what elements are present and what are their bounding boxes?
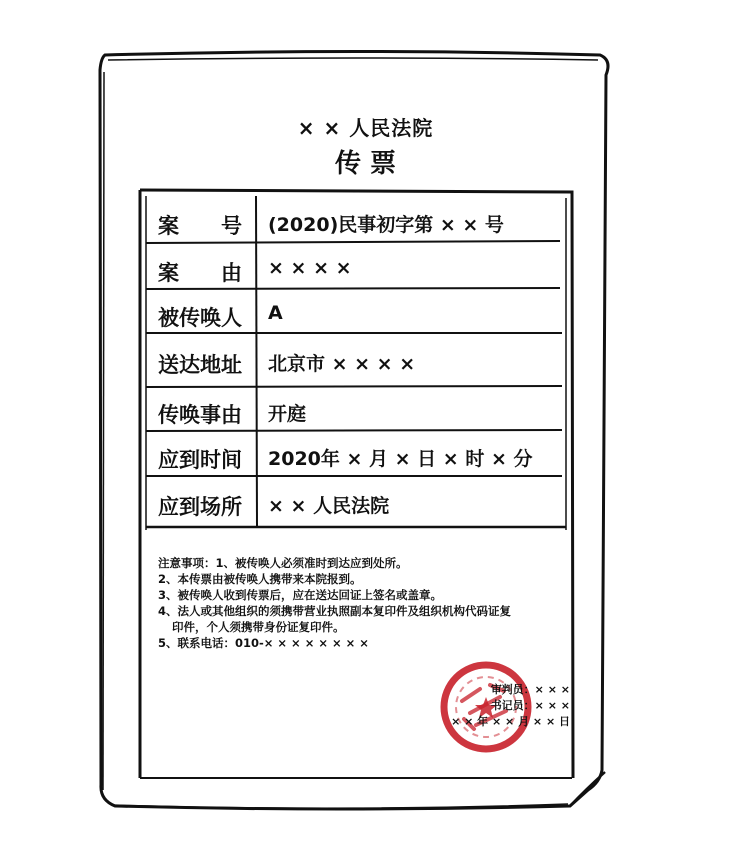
notice-line: 5、联系电话：010-× × × × × × × × — [158, 636, 369, 650]
notice-line: 2、本传票由被传唤人携带来本院报到。 — [158, 572, 362, 586]
clerk-line: 书记员：× × × — [490, 699, 570, 712]
time-value: 2020年 × 月 × 日 × 时 × 分 — [268, 448, 533, 470]
field-row-cause — [150, 249, 560, 293]
field-row-time — [150, 436, 560, 480]
summoned-person-label: 被传唤人 — [158, 306, 242, 330]
place-label: 应到场所 — [158, 495, 242, 519]
summoned-person-value: A — [268, 302, 283, 324]
place-value: × × 人民法院 — [268, 495, 390, 517]
case-number-value: (2020)民事初字第 × × 号 — [268, 214, 504, 236]
judge-line: 审判员：× × × — [490, 683, 570, 696]
field-row-place — [150, 483, 560, 527]
cause-label: 案 由 — [158, 261, 242, 285]
notice-line: 注意事项：1、被传唤人必须准时到达应到处所。 — [158, 556, 408, 570]
reason-value: 开庭 — [268, 403, 307, 425]
signature-block — [450, 682, 570, 730]
notice-line: 3、被传唤人收到传票后，应在送达回证上签名或盖章。 — [158, 588, 442, 602]
case-number-label: 案 号 — [158, 214, 242, 238]
field-row-reason — [150, 391, 560, 435]
address-label: 送达地址 — [158, 353, 242, 377]
date-line: × × 年 × × 月 × × 日 — [451, 715, 570, 728]
cause-value: × × × × — [268, 257, 352, 279]
time-label: 应到时间 — [158, 448, 242, 472]
field-row-case-number — [150, 202, 560, 246]
address-value: 北京市 × × × × — [268, 353, 416, 375]
field-row-summoned-person — [150, 294, 560, 338]
reason-label: 传唤事由 — [158, 403, 242, 427]
court-name: × × 人民法院 — [297, 116, 434, 140]
document-title: 传 票 — [334, 149, 397, 179]
notice-line: 印件，个人须携带身份证复印件。 — [172, 620, 345, 634]
notice-section — [158, 555, 578, 651]
field-row-address — [150, 341, 560, 385]
notice-line: 4、法人或其他组织的须携带营业执照副本复印件及组织机构代码证复 — [158, 604, 511, 618]
